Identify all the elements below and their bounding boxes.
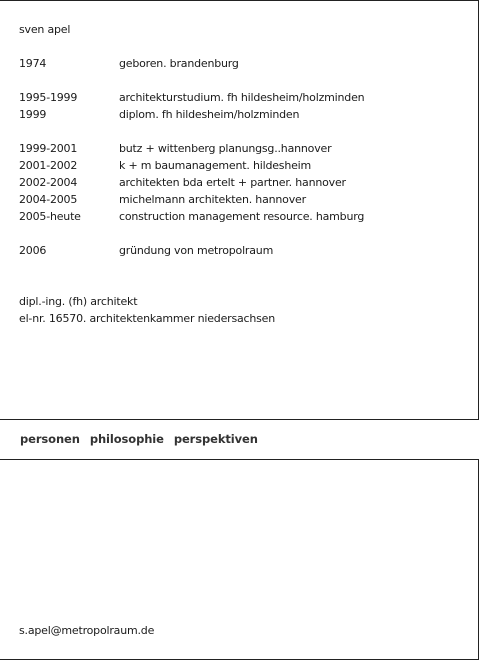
timeline-desc: diplom. fh hildesheim/holzminden: [119, 108, 300, 121]
timeline-year: 1995-1999: [19, 91, 78, 104]
timeline-desc: k + m baumanagement. hildesheim: [119, 159, 312, 172]
spacer: [19, 259, 468, 293]
nav-link-personen[interactable]: personen: [20, 432, 80, 446]
timeline-year: 2001-2002: [19, 159, 78, 172]
timeline-desc: architekturstudium. fh hildesheim/holzminden: [119, 91, 365, 104]
credential-title: [19, 293, 468, 310]
timeline-row: [19, 89, 468, 106]
timeline-year: 1974: [19, 57, 47, 70]
timeline-row: [19, 106, 468, 123]
registration-text: el-nr. 16570. architektenkammer niedersachsen: [19, 312, 276, 325]
bio-content: [19, 21, 468, 327]
timeline-year: 1999: [19, 108, 47, 121]
nav-link-philosophie[interactable]: philosophie: [89, 432, 164, 446]
person-name: sven apel: [19, 23, 71, 36]
email-link[interactable]: s.apel@metropolraum.de: [19, 624, 155, 637]
timeline-desc: architekten bda ertelt + partner. hannover: [119, 176, 346, 189]
timeline-year: 2004-2005: [19, 193, 78, 206]
timeline-desc: michelmann architekten. hannover: [119, 193, 306, 206]
spacer: [19, 123, 468, 140]
timeline-year: 2005-heute: [19, 210, 81, 223]
timeline-row: [19, 208, 468, 225]
timeline-year: 2006: [19, 244, 47, 257]
timeline-desc: butz + wittenberg planungsg..hannover: [119, 142, 332, 155]
spacer: [19, 225, 468, 242]
spacer: [19, 72, 468, 89]
timeline-row: [19, 191, 468, 208]
timeline-year: 1999-2001: [19, 142, 78, 155]
timeline-row: [19, 242, 468, 259]
degree-text: dipl.-ing. (fh) architekt: [19, 295, 138, 308]
timeline-desc: construction management resource. hamburg: [119, 210, 365, 223]
timeline-desc: geboren. brandenburg: [119, 57, 239, 70]
timeline-year: 2002-2004: [19, 176, 78, 189]
timeline-row: [19, 55, 468, 72]
timeline-desc: gründung von metropolraum: [119, 244, 274, 257]
credential-registration: [19, 310, 468, 327]
nav-link-perspektiven[interactable]: perspektiven: [173, 432, 258, 446]
timeline-row: [19, 174, 468, 191]
timeline-row: [19, 157, 468, 174]
main-nav: [20, 430, 258, 448]
timeline-row: [19, 140, 468, 157]
